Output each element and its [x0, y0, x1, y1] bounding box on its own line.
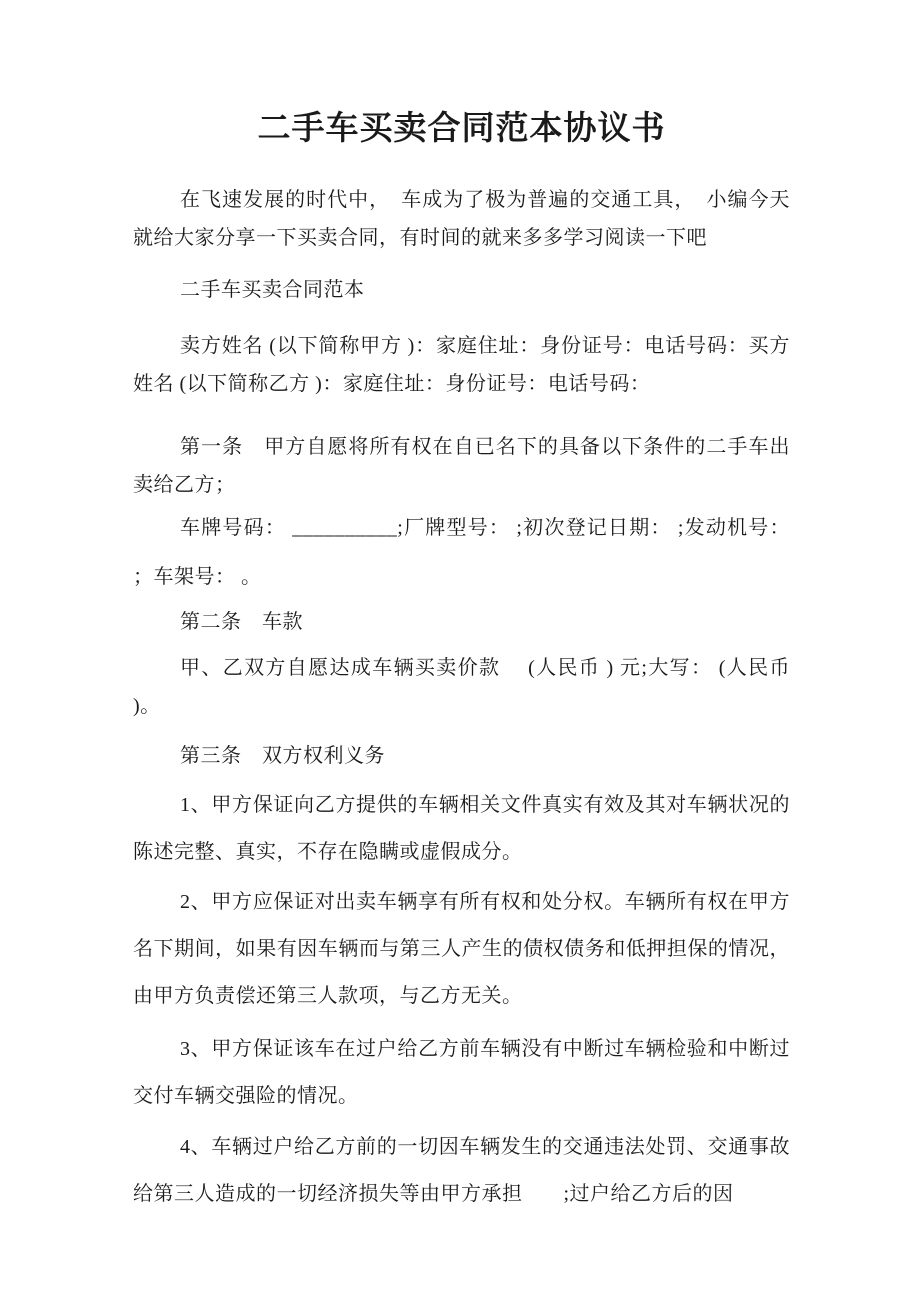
article1-paragraph: 第一条 甲方自愿将所有权在自已名下的具备以下条件的二手车出卖给乙方； [133, 436, 790, 496]
clause4-paragraph: 4、车辆过户给乙方前的一切因车辆发生的交通违法处罚、交通事故给第三人造成的一切经济损失等由甲方承担 ;过户给乙方后的因 [133, 1136, 790, 1205]
contract-subtitle: 二手车买卖合同范本 [180, 279, 365, 301]
intro-paragraph: 在飞速发展的时代中， 车成为了极为普遍的交通工具， 小编今天就给大家分享一下买卖合同，有时间的就来多多学习阅读一下吧 [133, 189, 790, 249]
article2-heading: 第二条 车款 [180, 611, 303, 633]
document-title: 二手车买卖合同范本协议书 [257, 111, 666, 147]
clause1-paragraph: 1、甲方保证向乙方提供的车辆相关文件真实有效及其对车辆状况的陈述完整、真实，不存在隐瞒或虚假成分。 [133, 794, 790, 863]
vehicle-info-paragraph: 车牌号码： __________;厂牌型号： ;初次登记日期： ;发动机号： ；车架号： 。 [133, 517, 790, 588]
clause2-paragraph: 2、甲方应保证对出卖车辆享有所有权和处分权。车辆所有权在甲方名下期间，如果有因车辆而与第三人产生的债权债务和低押担保的情况，由甲方负责偿还第三人款项，与乙方无关。 [133, 891, 790, 1007]
clause3-paragraph: 3、甲方保证该车在过户给乙方前车辆没有中断过车辆检验和中断过交付车辆交强险的情况。 [133, 1038, 790, 1107]
document-content [133, 104, 790, 1218]
article3-heading: 第三条 双方权利义务 [180, 745, 385, 767]
article2-paragraph: 甲、乙双方自愿达成车辆买卖价款 (人民币 ) 元;大写： (人民币 )。 [133, 657, 790, 717]
parties-paragraph: 卖方姓名 (以下简称甲方 )：家庭住址：身份证号：电话号码：买方姓名 (以下简称乙方 )：家庭住址：身份证号：电话号码： [133, 335, 790, 395]
